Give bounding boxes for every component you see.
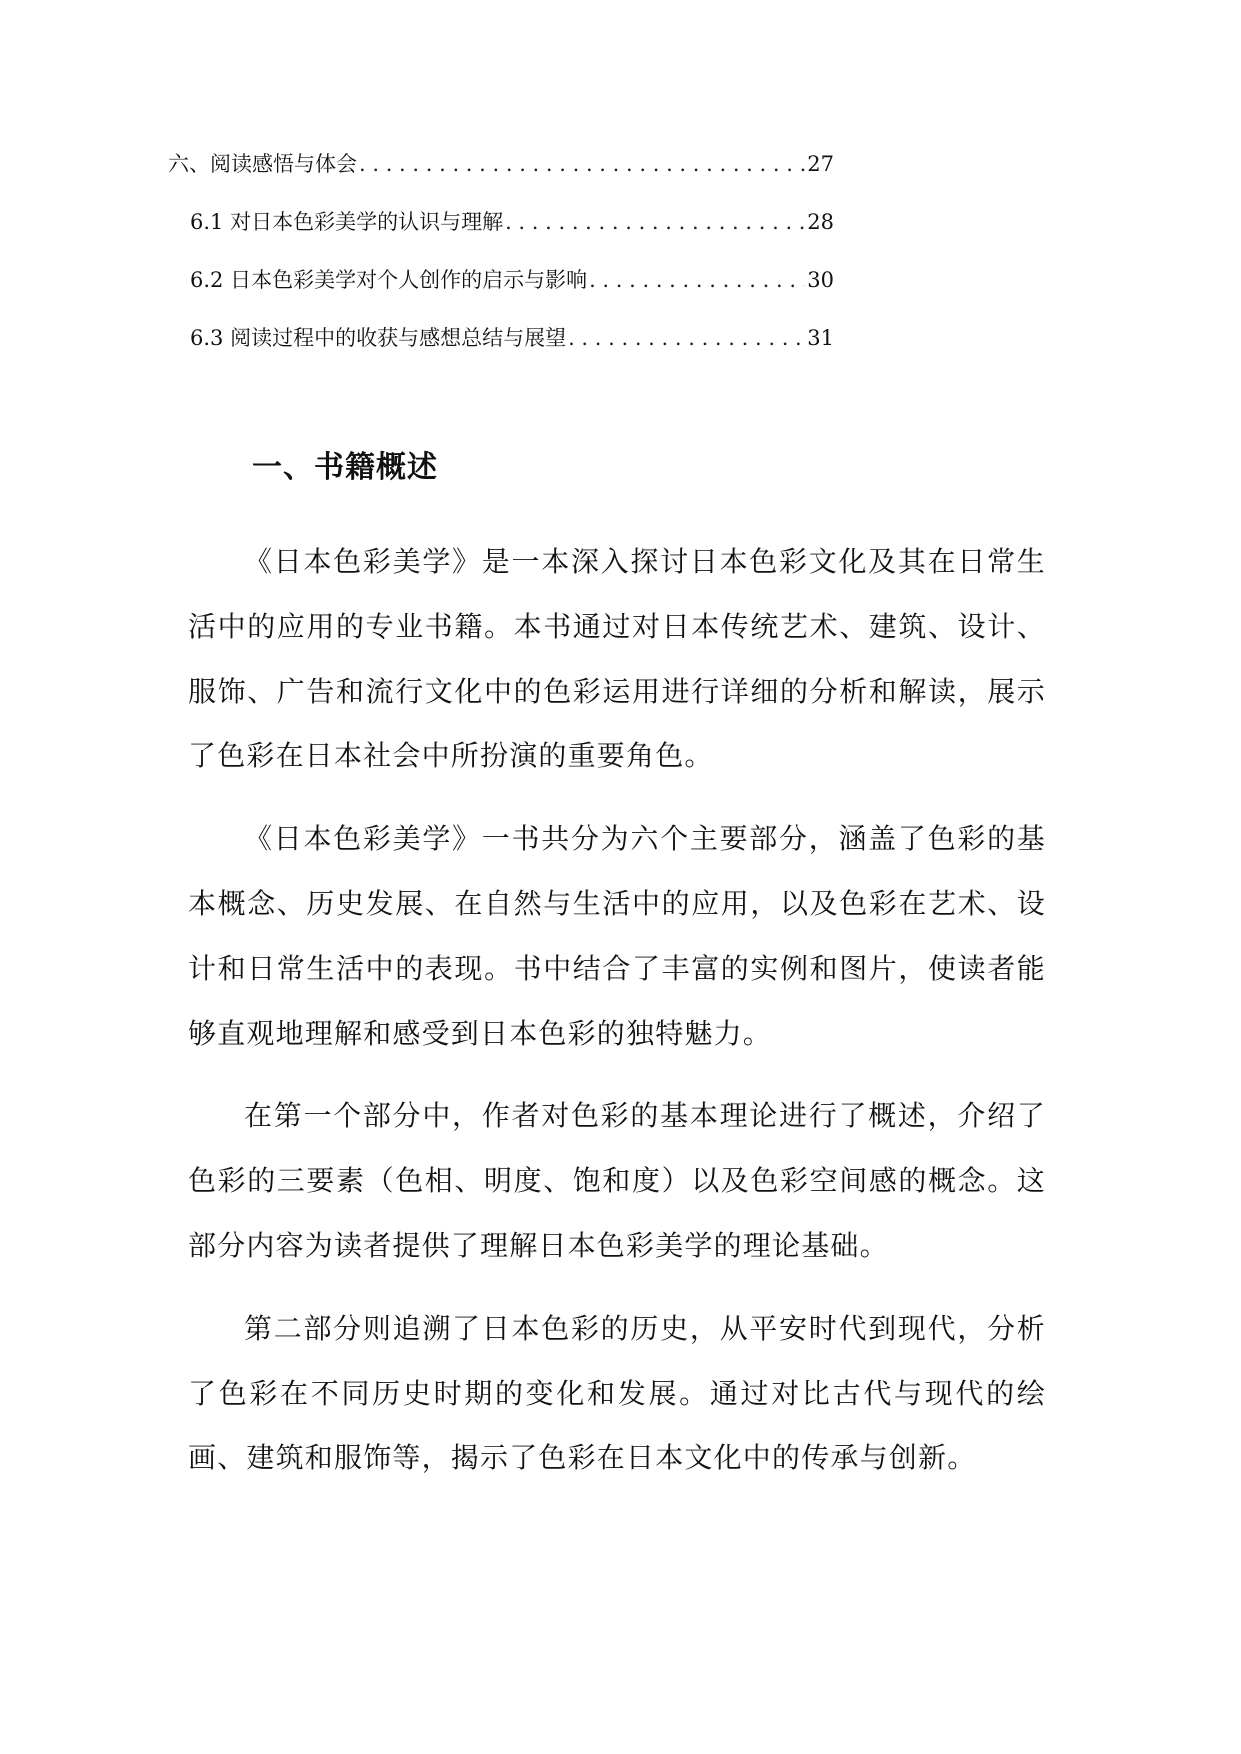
toc-entry-label: 6.1 对日本色彩美学的认识与理解 <box>190 210 504 234</box>
toc-entry[interactable] <box>168 148 834 178</box>
toc-entry-page: 27 <box>807 152 834 176</box>
toc-entry[interactable] <box>190 264 834 294</box>
section-heading: 一、书籍概述 <box>252 450 438 485</box>
body-paragraph: 《日本色彩美学》一书共分为六个主要部分，涵盖了色彩的基本概念、历史发展、在自然与生活中的应用，以及色彩在艺术、设计和日常生活中的表现。书中结合了丰富的实例和图片，使读者能够直观地理解和感受到日本色彩的独特魅力。 <box>188 822 1046 1050</box>
toc-leader-dots <box>359 152 805 176</box>
toc-leader-dots <box>505 210 805 234</box>
toc-leader-dots <box>589 268 805 292</box>
body-paragraph: 第二部分则追溯了日本色彩的历史，从平安时代到现代，分析了色彩在不同历史时期的变化和发展。通过对比古代与现代的绘画、建筑和服饰等，揭示了色彩在日本文化中的传承与创新。 <box>188 1311 1046 1475</box>
toc-leader-dots <box>568 326 805 350</box>
toc-entry[interactable] <box>190 322 834 352</box>
toc-entry-page: 30 <box>807 268 834 292</box>
body-paragraph: 在第一个部分中，作者对色彩的基本理论进行了概述，介绍了色彩的三要素（色相、明度、饱和度）以及色彩空间感的概念。这部分内容为读者提供了理解日本色彩美学的理论基础。 <box>188 1099 1046 1262</box>
toc-entry-label: 六、阅读感悟与体会 <box>168 152 357 176</box>
section-body <box>188 530 1046 1509</box>
toc-entry[interactable] <box>190 206 834 236</box>
toc-entry-page: 28 <box>807 210 834 234</box>
toc-entry-label: 6.2 日本色彩美学对个人创作的启示与影响 <box>190 268 588 292</box>
toc-entry-label: 6.3 阅读过程中的收获与感想总结与展望 <box>190 326 567 350</box>
toc-entry-page: 31 <box>807 326 834 350</box>
body-paragraph: 《日本色彩美学》是一本深入探讨日本色彩文化及其在日常生活中的应用的专业书籍。本书通过对日本传统艺术、建筑、设计、服饰、广告和流行文化中的色彩运用进行详细的分析和解读，展示了色彩在日本社会中所扮演的重要角色。 <box>188 545 1046 773</box>
